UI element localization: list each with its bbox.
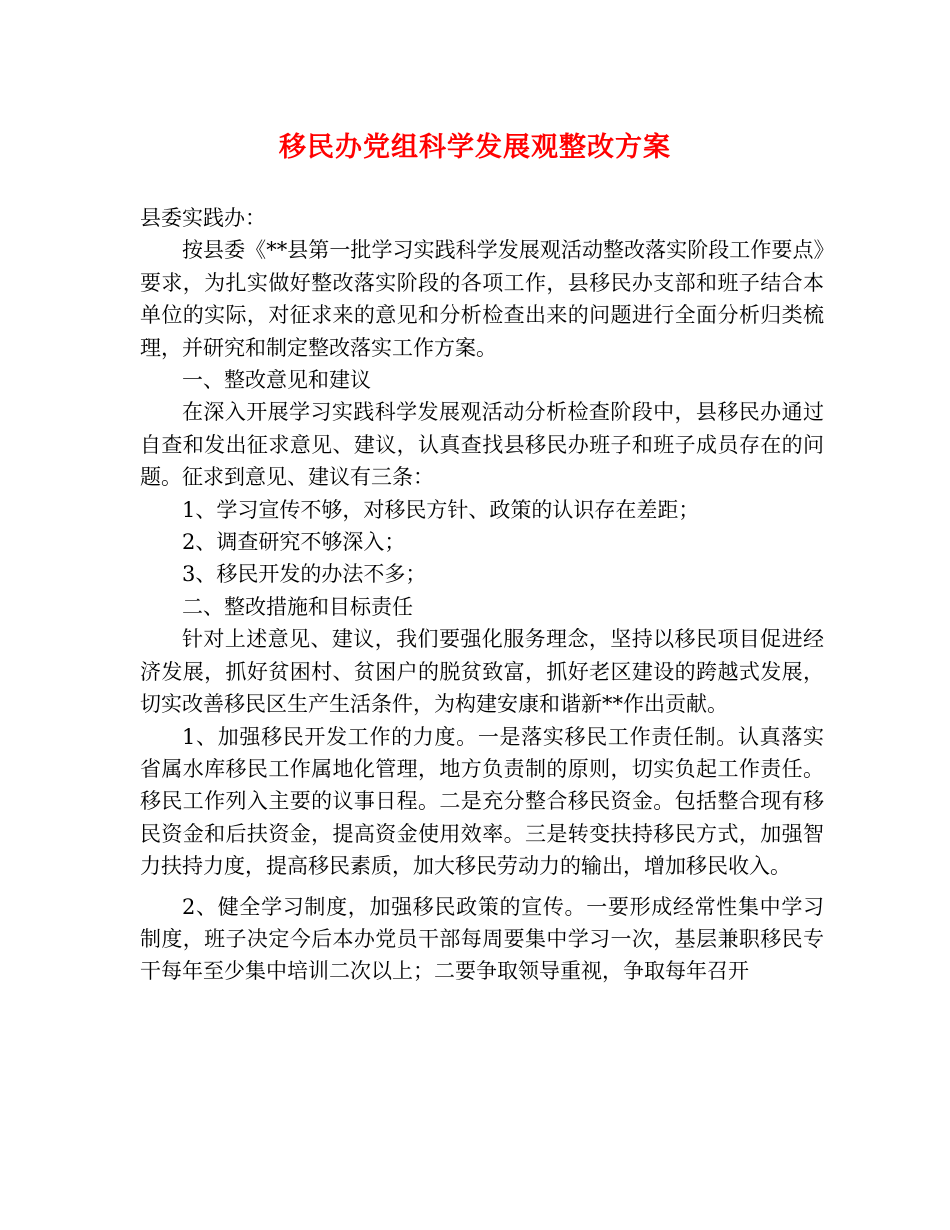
section-heading-1: 一、整改意见和建议	[182, 368, 371, 393]
paragraph: 2、健全学习制度，加强移民政策的宣传。一要形成经常性集中学习制度，班子决定今后本办党员干部每周要集中学习一次，基层兼职移民专干每年至少集中培训二次以上；二要争取领导重视，争取每年召开	[140, 894, 824, 984]
paragraph-intro: 按县委《**县第一批学习实践科学发展观活动整改落实阶段工作要点》要求，为扎实做好整改落实阶段的各项工作，县移民办支部和班子结合本单位的实际，对征求来的意见和分析检查出来的问题进行全面分析归类梳理，并研究和制定整改落实工作方案。	[140, 238, 824, 360]
paragraph: 在深入开展学习实践科学发展观活动分析检查阶段中，县移民办通过自查和发出征求意见、建议，认真查找县移民办班子和班子成员存在的问题。征求到意见、建议有三条：	[140, 400, 824, 490]
list-item: 2、调查研究不够深入；	[182, 530, 406, 555]
document-title: 移民办党组科学发展观整改方案	[279, 132, 671, 163]
list-item: 3、移民开发的办法不多；	[182, 562, 427, 587]
paragraph: 1、加强移民开发工作的力度。一是落实移民工作责任制。认真落实省属水库移民工作属地化管理，地方负责制的原则，切实负起工作责任。移民工作列入主要的议事日程。二是充分整合移民资金。包括整合现有移民资金和后扶资金，提高资金使用效率。三是转变扶持移民方式，加强智力扶持力度，提高移民素质，加大移民劳动力的输出，增加移民收入。	[140, 724, 824, 879]
document-body	[140, 202, 824, 988]
paragraph: 针对上述意见、建议，我们要强化服务理念，坚持以移民项目促进经济发展，抓好贫困村、贫困户的脱贫致富，抓好老区建设的跨越式发展，切实改善移民区生产生活条件，为构建安康和谐新**作出贡献。	[140, 627, 824, 717]
section-heading-2: 二、整改措施和目标责任	[182, 594, 413, 619]
salutation: 县委实践办：	[140, 206, 266, 230]
list-item: 1、学习宣传不够，对移民方针、政策的认识存在差距；	[182, 497, 700, 522]
